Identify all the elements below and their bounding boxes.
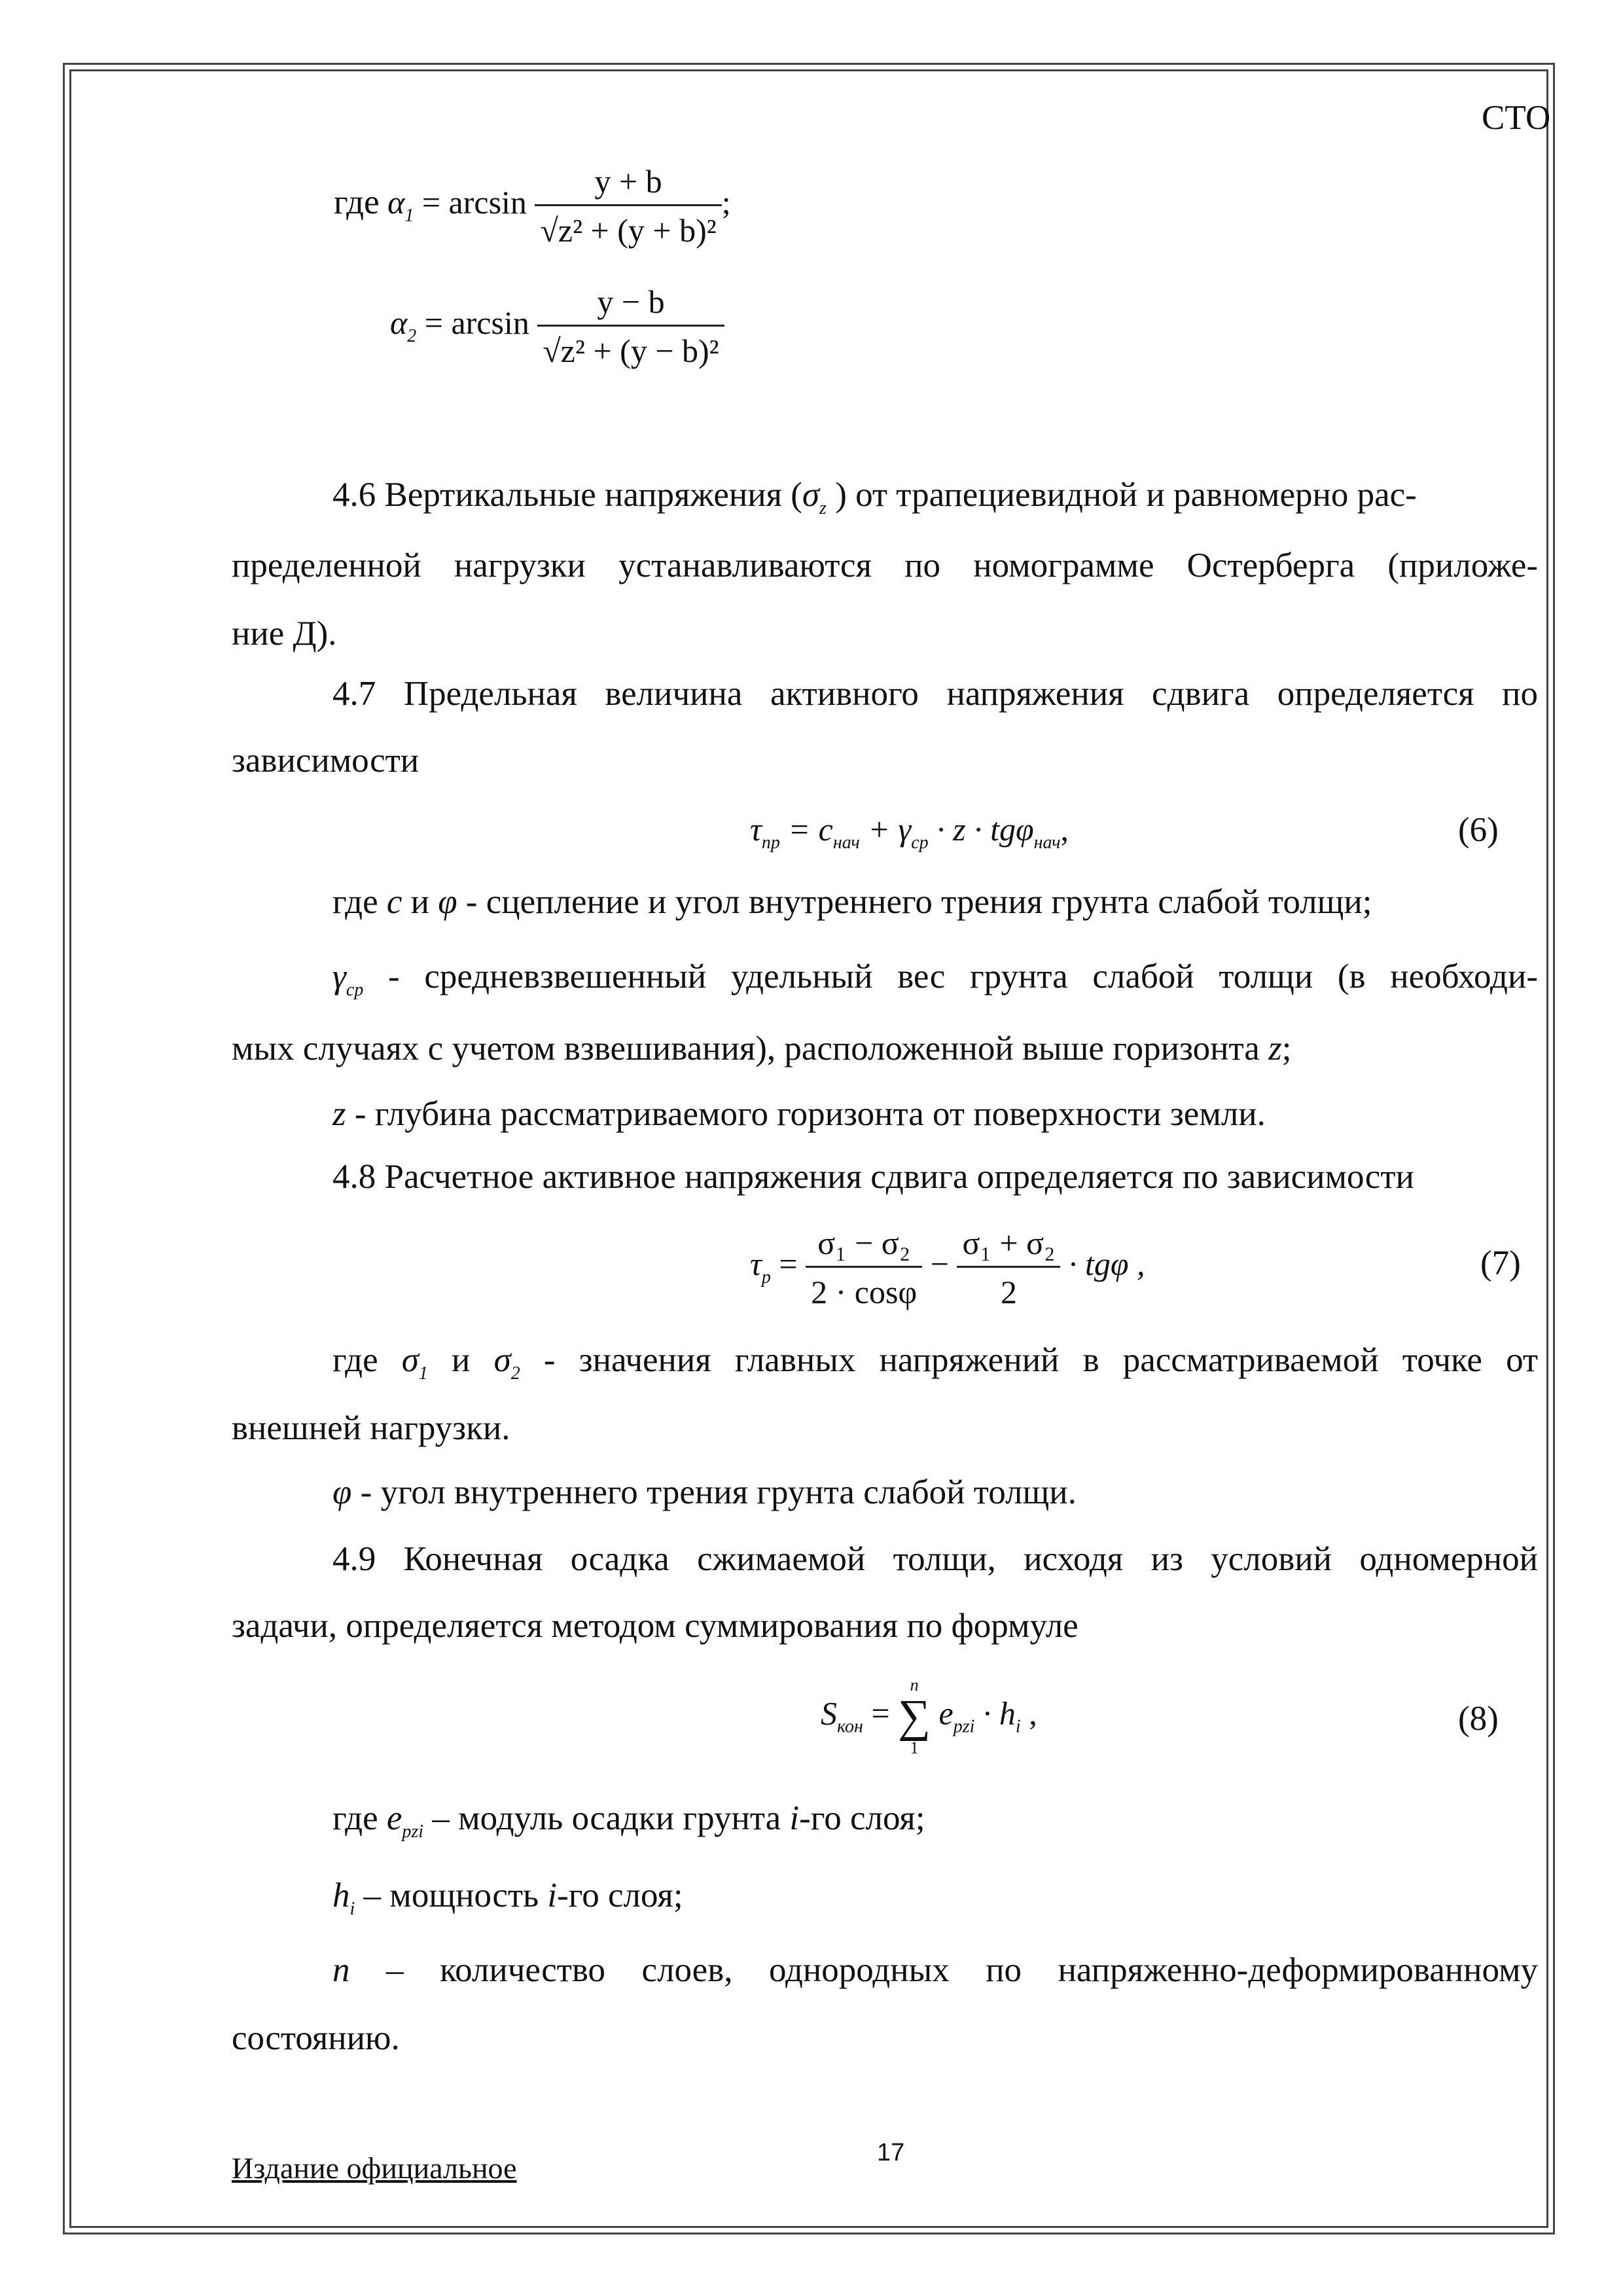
f7-fraction-1: $\frac{\text{σ₁ − σ₂}}{2 \cdot \cos\varphi}$: [806, 1224, 922, 1311]
where-8-h: $h_i$ – мощность i-го слоя;: [332, 1876, 683, 1919]
where-6-gamma-line1: $\gamma_{ср}$ - средневзвешенный удельный вес грунта слабой толщи (в необходи-: [332, 958, 1538, 1000]
para-4-6-line2: пределенной нагрузки устанавливаются по номограмме Остерберга (приложе-: [232, 547, 1538, 584]
equation-number-8: (8): [1458, 1700, 1499, 1738]
formula-7: $\tau_р$ = $\frac{\text{σ₁ − σ₂}}{2 \cdot \cos\varphi}$ − $\frac{\text{σ₁ + σ₂}}{2}$ · tgφ ,: [750, 1225, 1145, 1310]
para-4-6-line3: ние Д).: [232, 615, 337, 653]
where-7-sigmas: где $\sigma_1$ и $\sigma_2$ - значения главных напряжений в рассматриваемой точке от: [332, 1341, 1539, 1384]
where-6-c-phi: где c и φ - сцепление и угол внутреннего трения грунта слабой толщи;: [332, 883, 1372, 921]
official-edition-label: Издание официальное: [232, 2151, 517, 2185]
summation: n ∑ 1: [898, 1676, 931, 1757]
where-7-phi: φ - угол внутреннего трения грунта слабой толщи.: [332, 1473, 1077, 1511]
equation-number-6: (6): [1458, 811, 1499, 849]
where-7-line2: внешней нагрузки.: [232, 1409, 510, 1447]
formula-6: $\tau_{пр} = c_{нач} + \gamma_{ср} \cdot z \cdot tg\varphi_{нач}$,: [750, 811, 1069, 853]
para-4-9-line2: задачи, определяется методом суммирования по формуле: [232, 1607, 1079, 1645]
para-4-7-line2: зависимости: [232, 742, 419, 780]
where-6-gamma-line2: мых случаях с учетом взвешивания), расположенной выше горизонта z;: [232, 1030, 1292, 1067]
para-4-9-line1: 4.9 Конечная осадка сжимаемой толщи, исходя из условий одномерной: [332, 1540, 1538, 1578]
para-4-6-line1: 4.6 Вертикальные напряжения ($\sigma_z$ ) от трапециевидной и равномерно рас-: [332, 476, 1417, 518]
where-8-n-line2: состоянию.: [232, 2019, 400, 2057]
formula-8: $S_{кон}$ = n ∑ 1 $e_{pzi} \cdot h_i$ ,: [821, 1676, 1037, 1757]
alpha2-fraction: $\frac{y - b}{\text{√z² + (y − b)²}}$: [537, 283, 724, 370]
f7-fraction-2: $\frac{\text{σ₁ + σ₂}}{2}$: [957, 1224, 1060, 1311]
where-8-e: где $e_{pzi}$ – модуль осадки грунта i-го слоя;: [332, 1799, 925, 1842]
formula-alpha2: $\alpha_2 = \arcsin$ $\frac{y - b}{\text{√z² + (y − b)²}}$: [390, 283, 724, 370]
where-6-z: z - глубина рассматриваемого горизонта от поверхности земли.: [332, 1095, 1266, 1133]
formula-alpha1: где $\alpha_1 = \arcsin$ $\frac{y + b}{\text{√z² + (y + b)²}}$ ;: [334, 163, 731, 249]
document-code: СТО: [1482, 99, 1551, 137]
where-8-n-line1: n – количество слоев, однородных по напряженно-деформированному: [332, 1951, 1539, 1989]
equation-number-7: (7): [1480, 1244, 1521, 1282]
para-4-7-line1: 4.7 Предельная величина активного напряжения сдвига определяется по: [332, 675, 1538, 713]
alpha1-fraction: $\frac{y + b}{\text{√z² + (y + b)²}}$: [535, 162, 721, 249]
para-4-8: 4.8 Расчетное активное напряжения сдвига определяется по зависимости: [332, 1158, 1414, 1196]
page-number: 17: [877, 2139, 905, 2166]
page-border-inner: [69, 69, 1551, 2228]
